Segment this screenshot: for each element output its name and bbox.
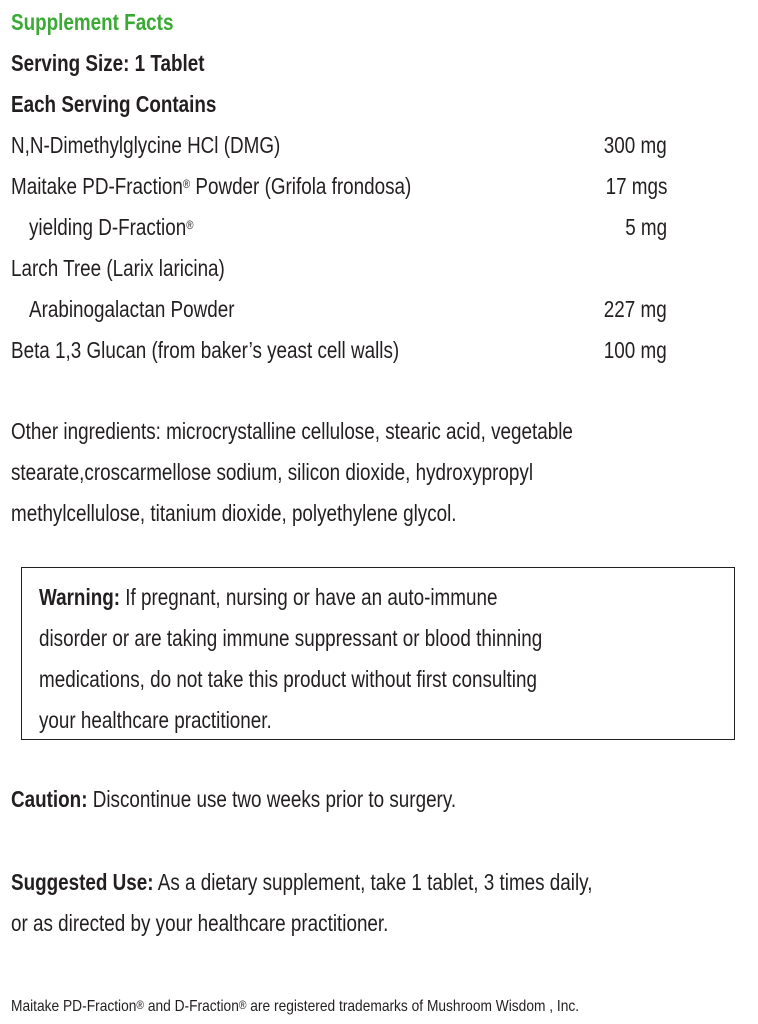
warning-text: Warning: If pregnant, nursing or have an auto-immune disorder or are taking immune suppressant or blood thinning medications, do not take this product without first consulting your healthcare practitioner. [39,584,543,733]
suggested-use: Suggested Use: As a dietary supplement, take 1 tablet, 3 times daily, or as directed by your healthcare practitioner. [11,869,593,936]
supplement-facts-title: Supplement Facts [11,9,174,35]
each-serving-heading: Each Serving Contains [11,91,217,117]
ingredient-name: Maitake PD-Fraction® Powder (Grifola frondosa) [11,173,412,199]
ingredient-amount: 300 mg [604,132,667,158]
ingredient-name: N,N-Dimethylglycine HCl (DMG) [11,132,281,158]
registered-mark: ® [186,218,194,232]
ingredient-amount: 5 mg [625,214,667,240]
ingredient-name: yielding D-Fraction® [29,214,194,240]
warning-box [21,567,735,740]
registered-mark: ® [182,177,191,191]
trademark-footnote: Maitake PD-Fraction® and D-Fraction® are registered trademarks of Mushroom Wisdom , Inc. [11,998,580,1015]
suggested-use-label: Suggested Use: [11,869,154,895]
serving-size: Serving Size: 1 Tablet [11,50,205,76]
caution: Caution: Discontinue use two weeks prior to surgery. [11,786,457,812]
ingredient-amount: 17 mgs [605,173,667,199]
ingredient-name: Larch Tree (Larix laricina) [11,255,225,281]
ingredient-name: Beta 1,3 Glucan (from baker’s yeast cell walls) [11,337,400,363]
caution-label: Caution: [11,786,88,812]
ingredient-name: Arabinogalactan Powder [29,296,235,322]
registered-mark: ® [238,998,247,1012]
warning-label: Warning: [39,584,121,610]
ingredient-amount: 227 mg [604,296,667,322]
ingredient-amount: 100 mg [604,337,667,363]
other-ingredients: Other ingredients: microcrystalline cellulose, stearic acid, vegetable stearate,croscarmellose sodium, silicon dioxide, hydroxypropyl methylcellulose, titanium dioxide, polyethylene glycol. [11,418,573,526]
registered-mark: ® [136,998,145,1012]
